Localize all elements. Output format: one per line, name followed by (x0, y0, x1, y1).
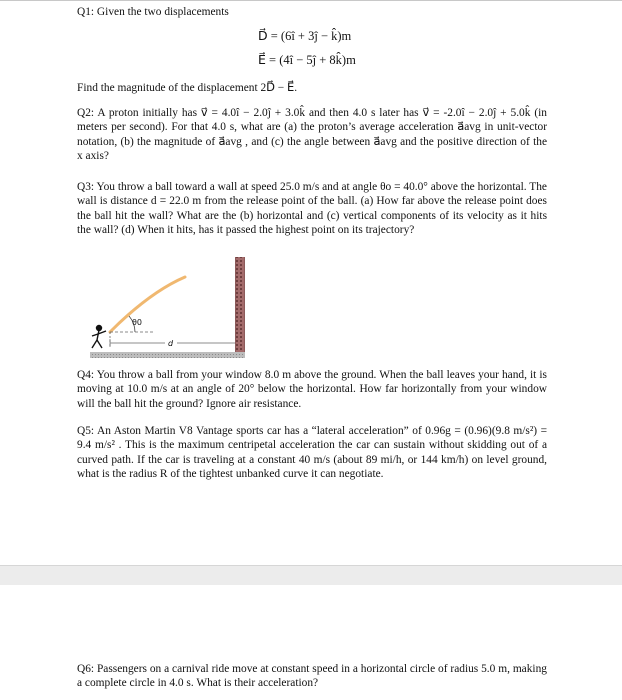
q3-projectile-figure (80, 252, 255, 362)
q1-prompt: Find the magnitude of the displacement 2D⃗ − E⃗. (77, 82, 298, 94)
ground (90, 352, 245, 358)
q1-equation-d: D⃗ = (6î + 3ĵ − k̂)m (258, 29, 352, 43)
q3-text: Q3: You throw a ball toward a wall at speed 25.0 m/s and at angle θo = 40.0° above the horizontal. The wall is distance d = 22.0 m from the release point of the ball. (a) How far above the release point does the ball hit the wall? What are the (b) horizontal and (c) vertical components of its velocity as it hits the wall? (d) When it hits, has it passed the highest point on its trajectory? (77, 181, 547, 236)
q6-text: Q6: Passengers on a carnival ride move at constant speed in a horizontal circle of radius 5.0 m, making a complete circle in 4.0 s. What is their acceleration? (77, 663, 547, 690)
distance-label: d (168, 339, 174, 348)
angle-label: θ0 (132, 318, 142, 327)
q1-equation-e: E⃗ = (4î − 5ĵ + 8k̂)m (258, 53, 356, 67)
q5-text: Q5: An Aston Martin V8 Vantage sports car has a “lateral acceleration” of 0.96g = (0.96)(9.8 m/s²) = 9.4 m/s² . This is the maximum centripetal acceleration the car can sustain without skidding out of a curved path. If the car is traveling at a constant 40 m/s (about 89 mi/h, or 144 km/h) on level ground, what is the radius R of the tightest unbanked curve it can negotiate. (77, 425, 547, 480)
page-separator (0, 565, 622, 586)
top-border (0, 0, 622, 1)
q4-text: Q4: You throw a ball from your window 8.0 m above the ground. When the ball leaves your hand, it is moving at 10.0 m/s at an angle of 20° below the horizontal. How far horizontally from your window will the ball hit the ground? Ignore air resistance. (77, 369, 547, 410)
q2-text: Q2: A proton initially has v⃗ = 4.0î − 2.0ĵ + 3.0k̂ and then 4.0 s later has v⃗ = -2.0î − 2.0ĵ + 5.0k̂ (in meters per second). For that 4.0 s, what are (a) the proton’s average acceleration a⃗avg in unit-vector notation, (b) the magnitude of a⃗avg , and (c) the angle between a⃗avg and the positive direction of the x axis? (77, 107, 547, 162)
thrower-figure (92, 326, 106, 349)
document-page-2 (0, 585, 622, 700)
trajectory-path (110, 277, 185, 332)
q1-title: Q1: Given the two displacements (77, 6, 229, 18)
